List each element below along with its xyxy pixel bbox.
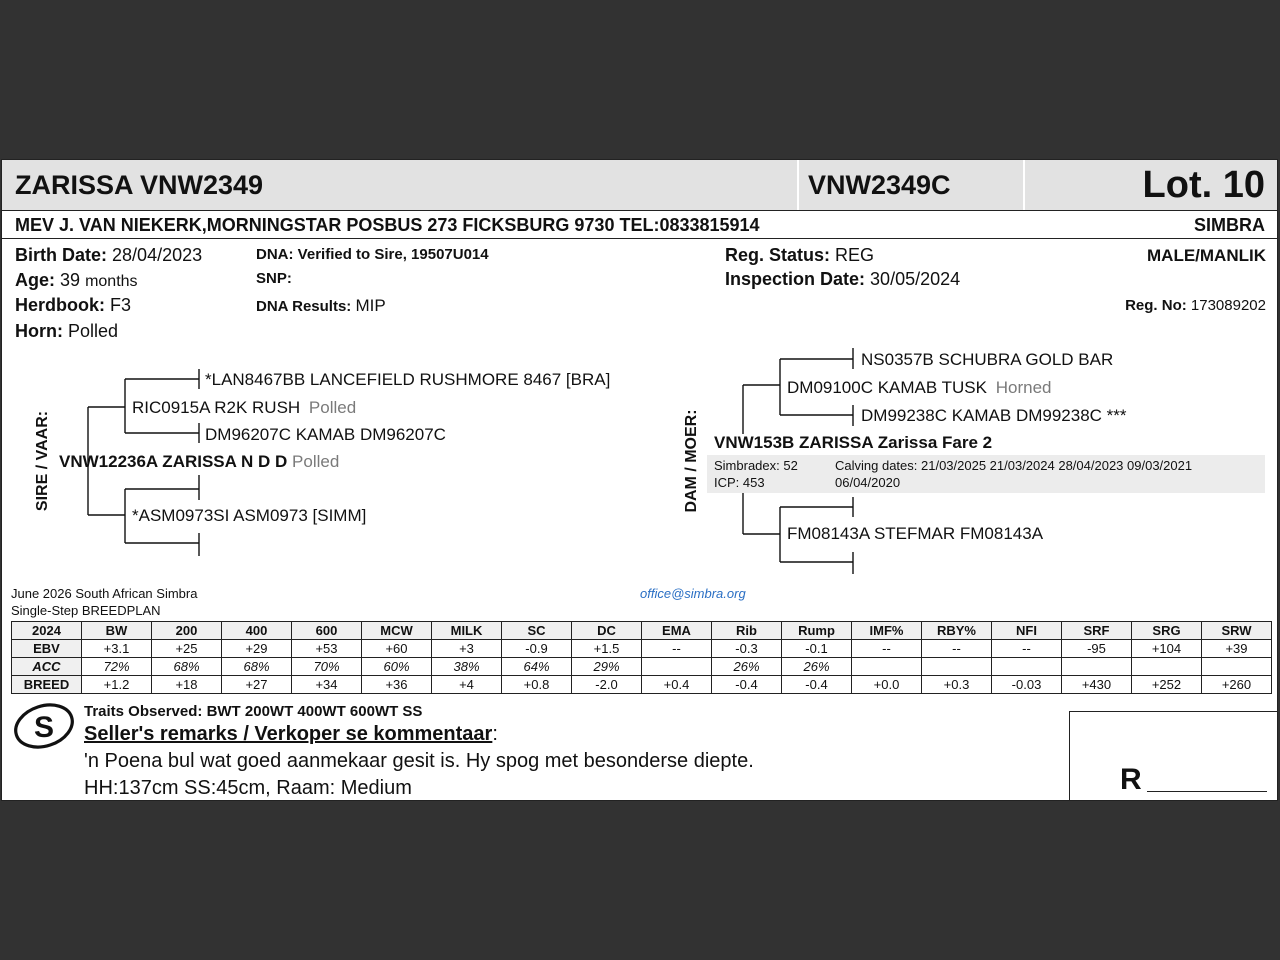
maternal-grandsire-horn: Horned [995,378,1052,397]
ebv-year-header: 2024 [12,622,82,640]
ebv-cell: +252 [1132,676,1202,694]
ebv-row-label: BREED [12,676,82,694]
ebv-cell: +36 [362,676,432,694]
ebv-cell: +34 [292,676,362,694]
ebv-cell: -- [992,640,1062,658]
horn-label: Horn: [15,321,63,341]
ebv-row-label: ACC [12,658,82,676]
ebv-col-header-srg: SRG [1132,622,1202,640]
ebv-cell: 26% [782,658,852,676]
reg-no-label: Reg. No: [1125,297,1187,314]
snp-label: SNP: [256,270,292,287]
ebv-cell: +18 [152,676,222,694]
ebv-row-ebv [12,640,1272,658]
ebv-cell: +27 [222,676,292,694]
ebv-col-header-rib: Rib [712,622,782,640]
breed-name: SIMBRA [1194,215,1265,235]
ebv-cell: +39 [1202,640,1272,658]
ebv-cell: +3.1 [82,640,152,658]
ebv-cell: 29% [572,658,642,676]
reg-status-value: REG [835,245,875,265]
age-unit: months [85,273,138,290]
ebv-cell: 70% [292,658,362,676]
ebv-cell: -- [922,640,992,658]
ebv-cell: +0.3 [922,676,992,694]
dna-results-value: MIP [355,296,386,315]
remarks-title-text: Seller's remarks / Verkoper se kommentaar [84,723,493,745]
birth-date-value: 28/04/2023 [112,245,203,265]
paternal-grandsire-horn: Polled [308,398,357,417]
ebv-cell: +4 [432,676,502,694]
dna-results-label: DNA Results: [256,298,352,315]
price-currency: R [1120,763,1142,796]
ebv-cell [1202,658,1272,676]
ebv-cell [992,658,1062,676]
ebv-cell: -2.0 [572,676,642,694]
pgs-dam: DM96207C KAMAB DM96207C [205,425,446,444]
dam-info-box [707,455,1265,493]
sire-side-label: SIRE / VAAR: [34,410,51,512]
ebv-cell: +1.5 [572,640,642,658]
paternal-grandsire-name: RIC0915A R2K RUSH [132,398,301,417]
ebv-col-header-milk: MILK [432,622,502,640]
ebv-header-row [12,622,1272,640]
mgs-dam: DM99238C KAMAB DM99238C *** [861,406,1127,425]
reg-no-value: 173089202 [1190,297,1266,314]
ebv-cell: +260 [1202,676,1272,694]
reg-status-label: Reg. Status: [725,245,831,265]
sire [59,452,339,472]
ebv-col-header-nfi: NFI [992,622,1062,640]
age-value: 39 [60,270,81,290]
ebv-cell: +430 [1062,676,1132,694]
breedplan-caption-1: June 2026 South African Simbra [11,586,198,601]
ebv-cell: -0.4 [712,676,782,694]
ebv-cell: 38% [432,658,502,676]
ebv-col-header-ema: EMA [642,622,712,640]
ebv-cell: 68% [152,658,222,676]
age-label: Age: [15,270,55,290]
dna-value: Verified to Sire, 19507U014 [297,246,489,263]
dam-side-label: DAM / MOER: [683,409,700,513]
ebv-col-header-mcw: MCW [362,622,432,640]
icp: ICP: 453 [714,475,765,490]
horn-value: Polled [68,321,119,341]
ebv-cell: -95 [1062,640,1132,658]
animal-name: ZARISSA VNW2349 [15,170,264,200]
lot-number: Lot. 10 [1142,164,1265,206]
simbra-s-logo-icon [12,701,76,751]
ebv-col-header-400: 400 [222,622,292,640]
ebv-col-header-dc: DC [572,622,642,640]
ebv-col-header-imf: IMF% [852,622,922,640]
traits-label: Traits Observed: [84,703,203,720]
ebv-cell: +25 [152,640,222,658]
ebv-col-header-srw: SRW [1202,622,1272,640]
ebv-cell: 60% [362,658,432,676]
ebv-cell: -0.9 [502,640,572,658]
dna-label: DNA: [256,246,294,263]
breedplan-caption-2: Single-Step BREEDPLAN [11,603,161,618]
ebv-col-header-rump: Rump [782,622,852,640]
calving-dates-cont: 06/04/2020 [835,475,901,490]
svg-text:S: S [33,711,55,744]
inspection-value: 30/05/2024 [870,269,961,289]
ebv-cell: -- [852,640,922,658]
ebv-cell: +29 [222,640,292,658]
ebv-cell: +0.4 [642,676,712,694]
birth-date-label: Birth Date: [15,245,108,265]
ebv-col-header-bw: BW [82,622,152,640]
ebv-row-breed [12,676,1272,694]
email-link[interactable]: office@simbra.org [640,586,746,601]
owner-address: MEV J. VAN NIEKERK,MORNINGSTAR POSBUS 273 FICKSBURG 9730 TEL:0833815914 [15,215,760,235]
ebv-col-header-rby: RBY% [922,622,992,640]
ebv-col-header-srf: SRF [1062,622,1132,640]
ebv-cell: 68% [222,658,292,676]
dam: VNW153B ZARISSA Zarissa Fare 2 [714,433,993,452]
ebv-cell: +1.2 [82,676,152,694]
ebv-cell: +3 [432,640,502,658]
ebv-cell: 64% [502,658,572,676]
ebv-table [11,621,1272,694]
ebv-cell: +104 [1132,640,1202,658]
simbradex: Simbradex: 52 [714,458,798,473]
remarks-title [84,723,498,746]
ebv-cell [1132,658,1202,676]
ebv-cell: -0.3 [712,640,782,658]
maternal-grandsire-name: DM09100C KAMAB TUSK [787,378,987,397]
ebv-cell: 26% [712,658,782,676]
ebv-cell: -0.03 [992,676,1062,694]
price-box[interactable] [1069,711,1278,801]
ebv-col-header-600: 600 [292,622,362,640]
pgs-sire: *LAN8467BB LANCEFIELD RUSHMORE 8467 [BRA] [205,370,611,389]
traits-value: BWT 200WT 400WT 600WT SS [206,703,423,720]
paternal-granddam: *ASM0973SI ASM0973 [SIMM] [132,506,367,525]
calving-dates: Calving dates: 21/03/2025 21/03/2024 28/04/2023 09/03/2021 [835,458,1193,473]
herdbook-label: Herdbook: [15,295,105,315]
mgs-sire: NS0357B SCHUBRA GOLD BAR [861,350,1114,369]
lot-card [1,159,1278,801]
animal-id: VNW2349C [808,170,951,200]
ebv-col-header-200: 200 [152,622,222,640]
sire-horn: Polled [292,452,340,471]
ebv-cell [642,658,712,676]
ebv-cell [852,658,922,676]
ebv-cell: +0.0 [852,676,922,694]
ebv-cell: +60 [362,640,432,658]
remarks-line-2: HH:137cm SS:45cm, Raam: Medium [84,777,412,799]
maternal-granddam: FM08143A STEFMAR FM08143A [787,524,1044,543]
traits-observed [84,703,422,720]
ebv-col-header-sc: SC [502,622,572,640]
maternal-grandsire [787,378,1051,398]
paternal-grandsire [132,398,356,418]
ebv-cell: +53 [292,640,362,658]
ebv-row-label: EBV [12,640,82,658]
herdbook-value: F3 [110,295,132,315]
ebv-cell: -- [642,640,712,658]
ebv-row-acc [12,658,1272,676]
ebv-cell: +0.8 [502,676,572,694]
ebv-cell [1062,658,1132,676]
ebv-cell: -0.1 [782,640,852,658]
remarks-title-colon: : [492,723,498,745]
remarks-line-1: 'n Poena bul wat goed aanmekaar gesit is. Hy spog met besonderse diepte. [84,750,754,772]
price-line[interactable] [1147,791,1267,792]
sire-name: VNW12236A ZARISSA N D D [59,452,288,471]
ebv-cell: 72% [82,658,152,676]
ebv-cell [922,658,992,676]
ebv-cell: -0.4 [782,676,852,694]
inspection-label: Inspection Date: [725,269,866,289]
sex: MALE/MANLIK [1147,246,1266,265]
